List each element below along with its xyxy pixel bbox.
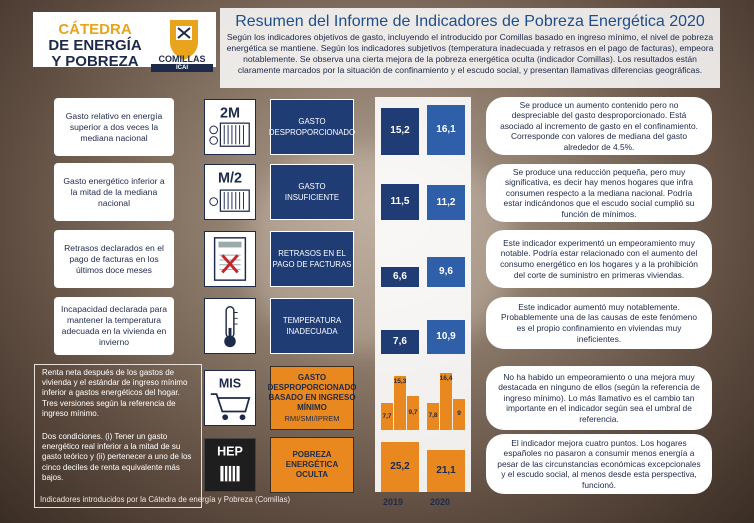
bar-label-hep-2019: 25,2 xyxy=(390,460,410,472)
footer-note: Indicadores introducidos por la Cátedra de energía y Pobreza (Comillas) xyxy=(40,495,291,504)
bar-label-hep-2020: 21,1 xyxy=(436,464,456,476)
bar-label-row1-2019: 15,2 xyxy=(390,125,410,137)
icon-text-m2: M/2 xyxy=(217,170,243,187)
bar-label-row3-2020: 9,6 xyxy=(439,266,453,278)
indicator-label-4: Incapacidad declarada para mantener la temperatura adecuada en la vivienda en invierno xyxy=(60,304,168,347)
bar-label-row2-2019: 11,5 xyxy=(390,196,410,208)
note-5: No ha habido un empeoramiento o una mejora muy destacada en ninguno de ellos (según la referencia de ingreso mínimo). Lo más llamativo es el cambio tan importante en el indicador según sea el umbral de referencia. xyxy=(486,366,712,430)
logo xyxy=(33,12,216,71)
page-title: Resumen del Informe de Indicadores de Pobreza Energética 2020 xyxy=(235,13,705,30)
thermometer-icon xyxy=(204,298,256,354)
expense-2m-icon xyxy=(204,99,256,155)
bar-label-row4-2019: 7,6 xyxy=(393,336,407,348)
hep-icon xyxy=(204,438,256,492)
intro-text: Según los indicadores objetivos de gasto, incluyendo el introducido por Comillas basado en ingreso mínimo, el nivel de pobreza energética se mantiene. Según los indicadores subjetivos (temperatura inadecuada y retrasos en el pago de facturas), empeora notablemente. Se observa una cierta mejora de la pobreza energética oculta (indicador Comillas). Los resultados están claramente marcados por la situación de confinamiento y el escudo social, y presentan llamativas diferencias geográficas. xyxy=(226,32,714,75)
bar-label-row3-2019: 6,6 xyxy=(393,270,407,282)
indicator-label-1: Gasto relativo en energía superior a dos veces la mediana nacional xyxy=(65,110,163,143)
icon-text-mis: MIS xyxy=(218,376,242,391)
indicator-label-3: Retrasos declarados en el pago de facturas en los últimos doce meses xyxy=(64,242,164,275)
note-4: Este indicador aumentó muy notablemente. Probablemente una de las causas de este fenómeno es el propio confinamiento en viviendas muy ineficientes. xyxy=(486,297,712,349)
logo-line1: CÁTEDRA xyxy=(58,21,132,38)
indicator-label-6: Dos condiciones. (i) Tener un gasto energético real inferior a la mitad de su gasto teórico y (ii) pertenecer a uno de los cinco deciles de renta equivalente más bajos. xyxy=(42,432,192,482)
comillas-label: COMILLAS xyxy=(158,54,206,64)
indicator-label-5: Renta neta después de los gastos de vivienda y el estándar de ingreso mínimo inferior a gastos energéticos del hogar. Tres versiones según la referencia de ingreso mínimo. xyxy=(42,368,188,418)
bar-label-mis-2019-1: 15,3 xyxy=(393,378,407,386)
note-1: Se produce un aumento contenido pero no despreciable del gasto desproporcionado. Está asociado al incremento de gasto en el confinamiento. Corresponde con valores de mediana del gasto alrededor de 4.5%. xyxy=(486,97,712,155)
icon-text-hep: HEP xyxy=(217,444,243,459)
mis-cart-icon xyxy=(204,370,256,426)
note-2: Se produce una reducción pequeña, pero muy significativa, es decir hay menos hogares que infra consumen respecto a la mediana nacional. Podría estar indicándonos que el escudo social cumplió su función de mínimos. xyxy=(486,164,712,222)
bar-label-row2-2020: 11,2 xyxy=(436,196,456,208)
bar-label-mis-2020-1: 16,4 xyxy=(439,374,453,382)
bar-label-mis-2019-0: 7,7 xyxy=(382,412,392,420)
bar-label-row4-2020: 10,9 xyxy=(436,331,456,343)
indicator-box-3: RETRASOS EN EL PAGO DE FACTURAS xyxy=(270,231,354,287)
icon-text-2m: 2M xyxy=(219,105,241,122)
bill-icon xyxy=(204,231,256,287)
year-label-2020: 2020 xyxy=(430,497,451,507)
indicator-label-2: Gasto energético inferior a la mitad de la mediana nacional xyxy=(63,175,165,208)
expense-m2-icon xyxy=(204,164,256,220)
indicator-box-2: GASTO INSUFICIENTE xyxy=(270,164,354,220)
note-6: El indicador mejora cuatro puntos. Los hogares españoles no pasaron a consumir menos energía a pesar de las circunstancias económicas excepcionales y el escudo social, al menos desde esta perspectiva, funcionó. xyxy=(486,434,712,494)
bar-label-mis-2019-2: 9,7 xyxy=(408,409,418,417)
year-label-2019: 2019 xyxy=(383,497,404,507)
icai-label: ICAI xyxy=(151,64,213,72)
indicator-box-5-sub: RMI/SMI/IPREM xyxy=(284,413,340,423)
chart-area xyxy=(375,97,471,492)
logo-line2: DE ENERGÍA xyxy=(48,37,142,54)
indicator-box-5 xyxy=(267,366,357,430)
logo-text xyxy=(39,22,151,70)
indicator-box-4: TEMPERATURA INADECUADA xyxy=(270,298,354,354)
bar-label-row1-2020: 16,1 xyxy=(436,124,456,136)
bar-label-mis-2020-0: 7,8 xyxy=(428,412,438,420)
indicator-box-1: GASTO DESPROPORCIONADO xyxy=(270,99,354,155)
logo-line3: Y POBREZA xyxy=(51,53,139,70)
bar-label-mis-2020-2: 9 xyxy=(457,410,461,418)
indicator-box-6: POBREZA ENERGÉTICA OCULTA xyxy=(270,437,354,493)
indicator-box-5-title: GASTO DESPROPORCIONADO BASADO EN INGRESO MÍNIMO xyxy=(267,372,357,412)
note-3: Este indicador experimentó un empeoramiento muy notable. Podría estar relacionado con el aumento del consumo energético en los hogares y a la prohibición del corte de suministro en primeras viviendas. xyxy=(486,230,712,288)
